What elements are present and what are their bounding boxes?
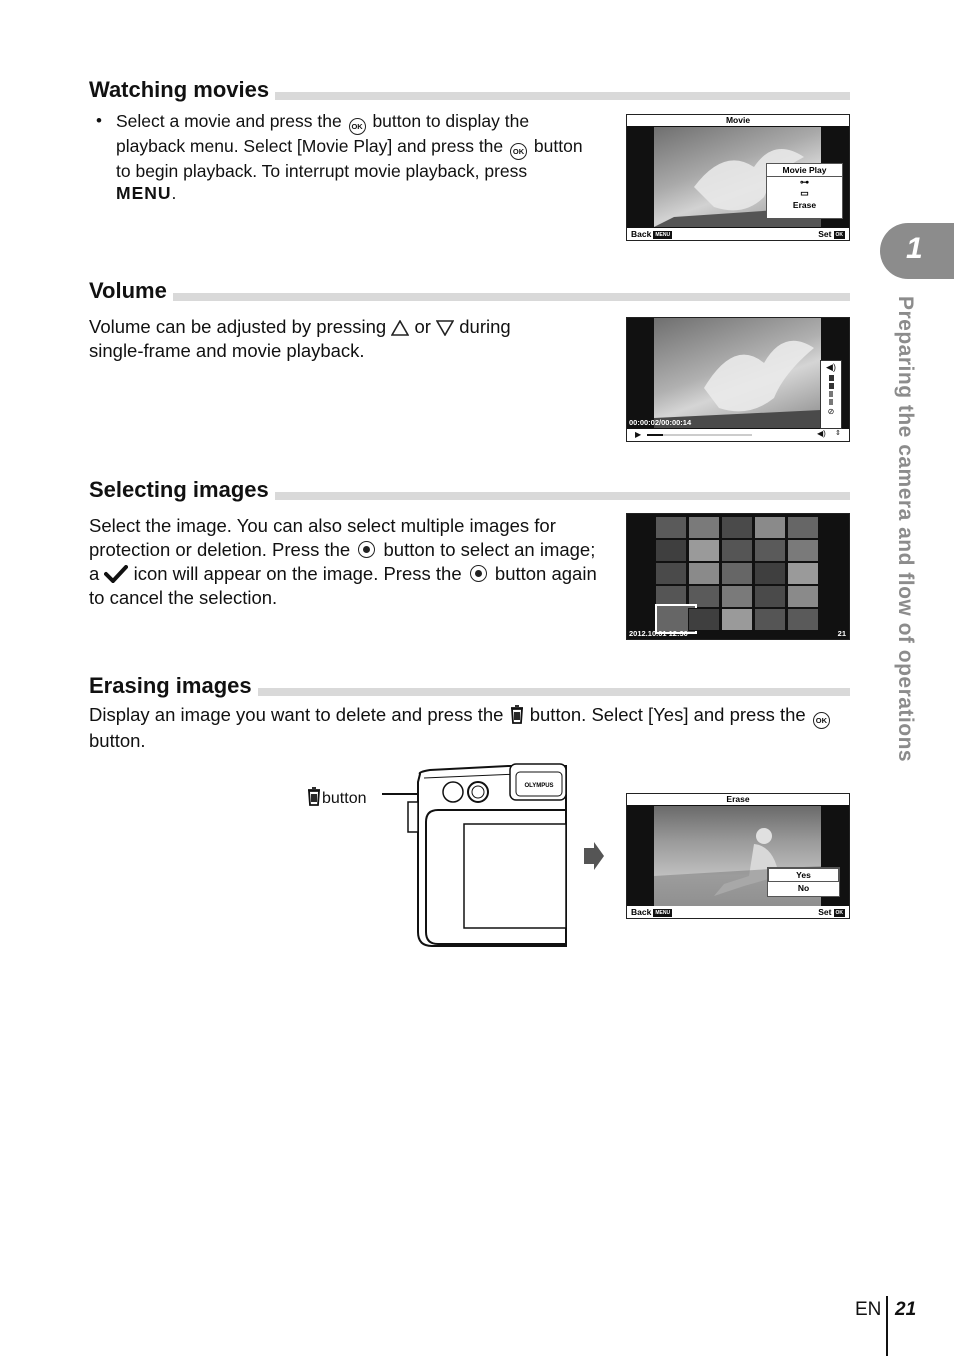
text-segment: icon will appear on the image. Press the xyxy=(133,563,462,584)
volume-icon: ◀) xyxy=(817,429,826,438)
thumbnail[interactable] xyxy=(754,585,786,608)
text-segment: during single-frame and movie playback. xyxy=(89,316,511,361)
set-label: Set xyxy=(818,229,832,239)
back-label: Back xyxy=(631,229,652,239)
heading-title: Erasing images xyxy=(89,673,258,699)
movie-menu-screen xyxy=(626,114,850,241)
copy-icon[interactable]: ▭ xyxy=(800,188,809,198)
language-label: EN xyxy=(855,1299,882,1320)
volume-level-segment xyxy=(829,383,834,389)
thumbnail[interactable] xyxy=(754,516,786,539)
thumbnail[interactable] xyxy=(754,608,786,631)
seagull-image xyxy=(654,318,821,428)
text-segment: Select a movie and press the xyxy=(116,111,342,131)
screen-title: Erase xyxy=(627,794,849,805)
thumbnail[interactable] xyxy=(787,608,819,631)
select-button-icon xyxy=(358,541,375,558)
page-number: 21 xyxy=(895,1299,917,1320)
camera-back-illustration xyxy=(378,762,570,948)
progress-track[interactable] xyxy=(647,434,752,436)
option-no[interactable]: No xyxy=(797,883,810,893)
erase-menu-screen xyxy=(626,793,850,919)
section-heading-erasing-images xyxy=(89,668,850,696)
speaker-icon: ◀) xyxy=(826,362,836,372)
volume-playback-screen xyxy=(626,317,850,442)
thumbnail[interactable] xyxy=(754,539,786,562)
menu-item-erase[interactable]: Erase xyxy=(792,200,817,210)
thumbnail[interactable] xyxy=(721,516,753,539)
olympus-logo: OLYMPUS xyxy=(524,783,554,789)
ok-button-icon: OK xyxy=(813,712,830,729)
text-segment: Select the image. You can also select multiple images for protection or deletion. Press the xyxy=(89,515,556,560)
arrow-right-icon xyxy=(582,840,606,872)
thumbnail[interactable] xyxy=(721,562,753,585)
thumbnail[interactable] xyxy=(721,608,753,631)
screen-title: Movie xyxy=(627,115,849,126)
ok-key-icon: OK xyxy=(835,910,843,916)
thumbnail[interactable] xyxy=(688,608,720,631)
thumbnail[interactable] xyxy=(787,516,819,539)
thumbnail[interactable] xyxy=(655,539,687,562)
down-arrow-icon xyxy=(436,320,454,336)
ok-key-icon: OK xyxy=(835,232,843,238)
trash-icon xyxy=(509,704,525,724)
date-time: 2012.10.01 12:30 xyxy=(629,629,688,638)
up-down-icon: ⇕ xyxy=(835,430,841,437)
thumbnail[interactable] xyxy=(688,562,720,585)
text-segment: Volume can be adjusted by pressing xyxy=(89,316,387,337)
trash-icon xyxy=(306,786,322,806)
volume-level-segment xyxy=(829,375,834,381)
thumbnail[interactable] xyxy=(655,562,687,585)
section-heading-watching-movies xyxy=(89,72,850,100)
heading-title: Watching movies xyxy=(89,77,275,103)
select-button-icon xyxy=(470,565,487,582)
heading-title: Volume xyxy=(89,278,173,304)
heading-rule xyxy=(89,293,850,301)
text-segment: Display an image you want to delete and press the xyxy=(89,704,504,725)
bullet-marker: • xyxy=(96,111,102,130)
play-icon: ▶ xyxy=(635,430,642,439)
movie-play-menu[interactable] xyxy=(766,163,843,219)
thumbnail[interactable] xyxy=(688,516,720,539)
thumbnail[interactable] xyxy=(655,516,687,539)
selecting-images-text xyxy=(89,514,599,610)
image-count: 21 xyxy=(837,629,846,638)
trash-button-callout xyxy=(306,786,366,808)
heading-title: Selecting images xyxy=(89,477,275,503)
chapter-title: Preparing the camera and flow of operations xyxy=(894,296,917,763)
thumbnail[interactable] xyxy=(787,562,819,585)
text-segment: button to begin playback. To interrupt movie playback, press xyxy=(116,136,583,181)
menu-key-icon: MENU xyxy=(655,232,671,238)
text-segment: button. xyxy=(89,730,146,751)
footer-divider xyxy=(886,1296,888,1356)
text-segment: button to display the playback menu. Select [Movie Play] and press the xyxy=(116,111,530,156)
callout-label: button xyxy=(322,790,367,807)
playback-bar xyxy=(627,429,849,441)
progress-fill xyxy=(647,434,663,436)
ok-button-icon: OK xyxy=(349,118,366,135)
back-label: Back xyxy=(631,907,652,917)
watching-movies-text xyxy=(116,110,586,204)
checkmark-icon xyxy=(104,565,128,583)
protect-key-icon[interactable]: ⊶ xyxy=(800,177,809,187)
section-heading-selecting-images xyxy=(89,472,850,500)
screen-bottom-bar xyxy=(627,906,849,918)
set-label: Set xyxy=(818,907,832,917)
text-segment: button again to cancel the selection. xyxy=(89,563,597,608)
index-view-screen xyxy=(626,513,850,640)
mute-icon: ⊘ xyxy=(827,407,835,416)
seagull-photo xyxy=(654,318,821,428)
thumbnail[interactable] xyxy=(787,539,819,562)
thumbnail[interactable] xyxy=(754,562,786,585)
menu-item-movie-play[interactable]: Movie Play xyxy=(767,164,842,177)
erasing-images-text xyxy=(89,703,849,753)
section-heading-volume xyxy=(89,273,850,301)
volume-level-segment xyxy=(829,399,833,405)
timecode: 00:00:02/00:00:14 xyxy=(629,418,692,427)
thumbnail[interactable] xyxy=(721,539,753,562)
thumbnail[interactable] xyxy=(721,585,753,608)
option-yes[interactable]: Yes xyxy=(768,868,839,882)
text-segment: button to select an image; a xyxy=(89,539,596,584)
volume-level-segment xyxy=(829,391,833,397)
text-segment: or xyxy=(414,316,431,337)
thumbnail[interactable] xyxy=(787,585,819,608)
thumbnail[interactable] xyxy=(688,539,720,562)
text-segment: button. Select [Yes] and press the xyxy=(529,704,806,725)
screen-bottom-bar xyxy=(627,228,849,240)
up-arrow-icon xyxy=(391,320,409,336)
erase-confirm-menu[interactable] xyxy=(767,867,840,897)
menu-key-icon: MENU xyxy=(655,910,671,916)
text-segment: . xyxy=(171,183,177,203)
volume-bar-panel[interactable] xyxy=(820,360,842,429)
thumbnail-grid[interactable] xyxy=(655,516,820,628)
volume-text xyxy=(89,315,569,363)
menu-button-label: MENU xyxy=(116,183,172,203)
chapter-number: 1 xyxy=(906,232,923,265)
ok-button-icon: OK xyxy=(510,143,527,160)
